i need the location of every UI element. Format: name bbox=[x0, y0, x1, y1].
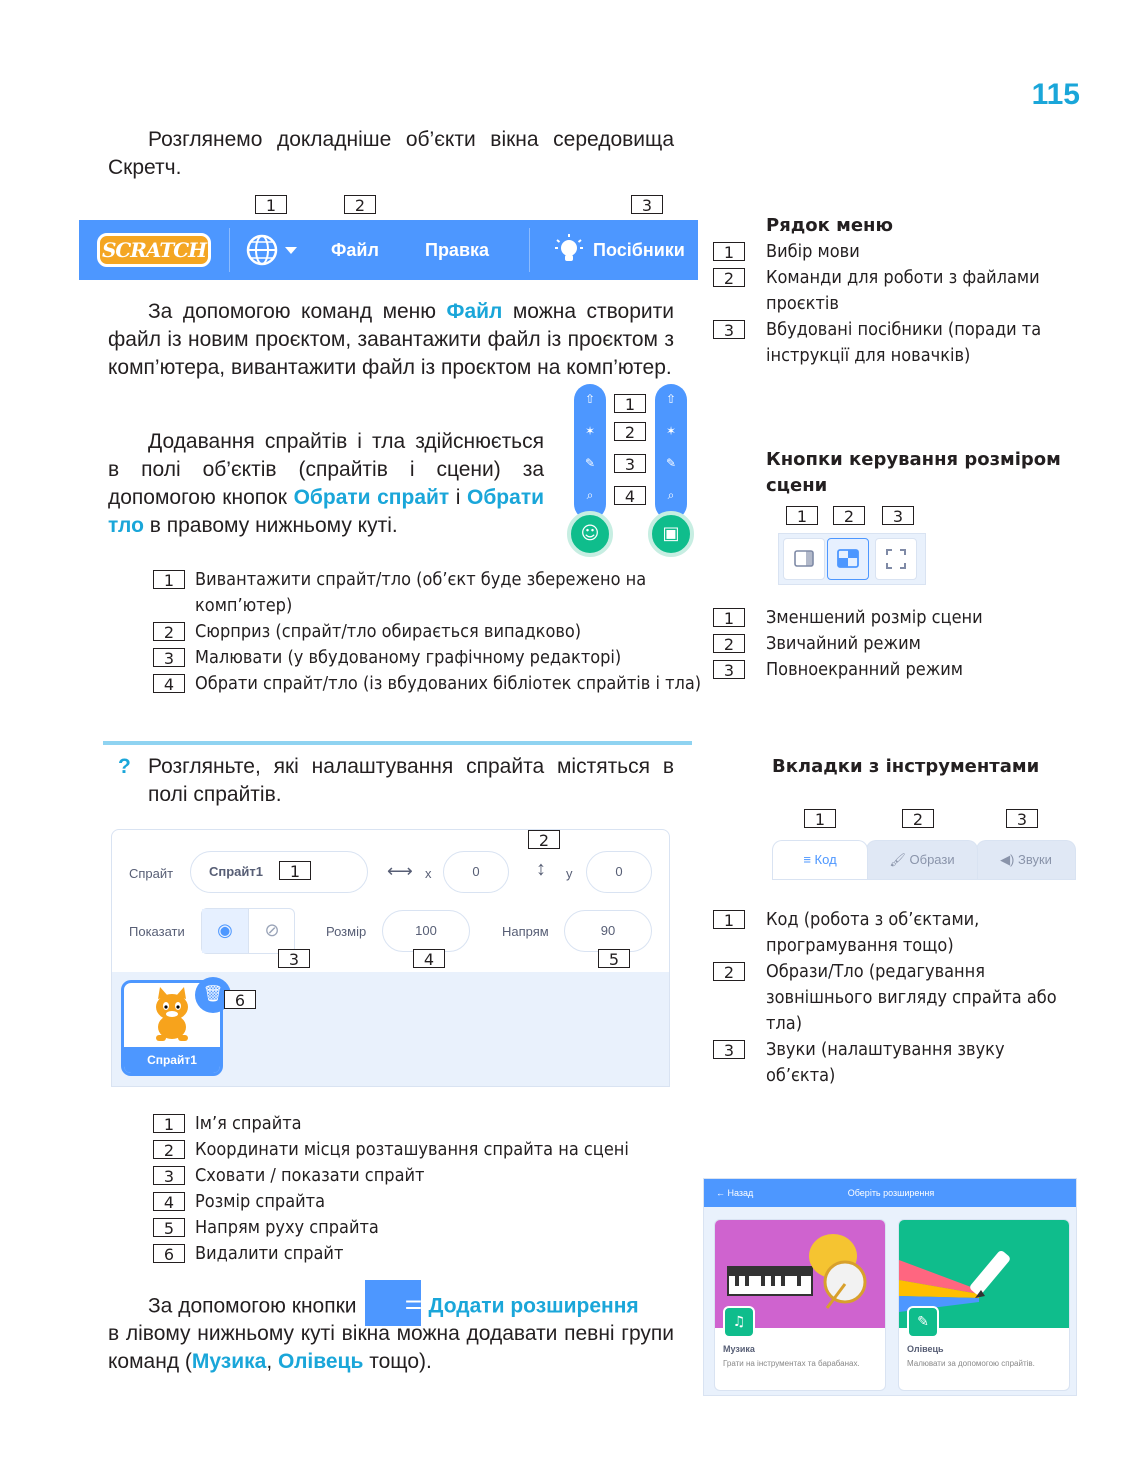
legend-number: 2 bbox=[153, 622, 185, 641]
extension-paragraph-text: , bbox=[266, 1350, 279, 1373]
stage-legend-item bbox=[713, 657, 1073, 683]
sprite-callout-1: 1 bbox=[279, 861, 311, 880]
tabs-legend-item bbox=[713, 959, 1073, 1037]
sprites-paragraph-text: і bbox=[449, 486, 467, 509]
menu-legend-title: Рядок меню bbox=[766, 215, 893, 236]
menu-legend-item bbox=[713, 265, 1073, 317]
legend-text: Сюрприз (спрайт/тло обирається випадково) bbox=[195, 621, 582, 642]
tab-callout-3: 3 bbox=[1006, 809, 1038, 828]
menubar-callout-3: 3 bbox=[631, 195, 663, 214]
small-stage-button[interactable] bbox=[783, 538, 825, 580]
search-icon[interactable]: ⌕ bbox=[667, 488, 675, 502]
tabs-legend bbox=[713, 907, 1073, 1089]
add-extension-highlight: Додати розширення bbox=[428, 1294, 639, 1318]
sprites-paragraph bbox=[108, 428, 544, 540]
search-icon[interactable]: ⌕ bbox=[586, 488, 594, 502]
legend-text: Обрати спрайт/тло (із вбудованих бібліотек спрайтів і тла) bbox=[195, 673, 702, 694]
choose-backdrop-highlight: Обрати тло bbox=[108, 486, 545, 537]
legend-text: Повноекранний режим bbox=[766, 659, 964, 680]
chooser-legend-item bbox=[153, 645, 705, 671]
back-button[interactable]: ← Назад bbox=[716, 1188, 754, 1198]
pen-extension-card[interactable] bbox=[898, 1219, 1070, 1391]
legend-number: 6 bbox=[153, 1244, 185, 1263]
sprite-legend-item bbox=[153, 1215, 713, 1241]
globe-icon bbox=[245, 233, 279, 267]
legend-number: 3 bbox=[713, 660, 745, 679]
chooser-legend-item bbox=[153, 619, 705, 645]
chooser-legend-item bbox=[153, 567, 705, 619]
legend-number: 2 bbox=[713, 268, 745, 287]
legend-number: 1 bbox=[153, 1114, 185, 1133]
choose-sprite-highlight: Обрати спрайт bbox=[293, 486, 450, 509]
stage-callout-3: 3 bbox=[882, 506, 914, 525]
paint-icon[interactable]: ✎ bbox=[584, 456, 596, 470]
language-menu[interactable] bbox=[245, 220, 303, 280]
music-extension-description: Грати на інструментах та барабанах. bbox=[723, 1359, 860, 1368]
fullscreen-icon bbox=[876, 539, 916, 579]
legend-number: 3 bbox=[153, 648, 185, 667]
question-text: Розгляньте, які налаштування спрайта містяться в полі спрайтів. bbox=[148, 755, 674, 806]
direction-field[interactable]: 90 bbox=[564, 910, 652, 952]
stage-callout-1: 1 bbox=[786, 506, 818, 525]
tab-costumes-label: Образи bbox=[909, 852, 955, 867]
tab-callout-2: 2 bbox=[902, 809, 934, 828]
legend-text: Звуки (налаштування звуку об’єкта) bbox=[766, 1039, 1005, 1086]
legend-text: Напрям руху спрайта bbox=[195, 1217, 379, 1238]
file-paragraph bbox=[108, 298, 674, 382]
stage-legend-item bbox=[713, 631, 1073, 657]
paint-icon[interactable]: ✎ bbox=[665, 456, 677, 470]
legend-text: Зменшений розмір сцени bbox=[766, 607, 983, 628]
tab-costumes[interactable] bbox=[866, 840, 978, 880]
tab-code[interactable] bbox=[772, 840, 868, 880]
extension-paragraph-text: тощо). bbox=[363, 1350, 432, 1373]
cat-sprite-icon bbox=[142, 987, 202, 1045]
legend-number: 2 bbox=[713, 962, 745, 981]
upload-icon[interactable]: ⇧ bbox=[584, 392, 596, 406]
hide-button[interactable] bbox=[249, 909, 295, 953]
direction-label: Напрям bbox=[502, 924, 549, 939]
file-paragraph-text: можна створити файл із новим проєктом, завантажити файл із проєктом з комп’ютера, вивантажити файл із проєктом на комп’ютер. bbox=[108, 300, 674, 379]
legend-number: 5 bbox=[153, 1218, 185, 1237]
sprite-info-panel bbox=[111, 829, 670, 1087]
menu-legend bbox=[713, 213, 1073, 369]
brush-icon: 🖌 bbox=[889, 852, 910, 867]
tabs-legend-item bbox=[713, 907, 1073, 959]
visibility-toggle bbox=[201, 908, 295, 954]
menubar-callout-1: 1 bbox=[255, 195, 287, 214]
surprise-icon[interactable]: ✶ bbox=[665, 424, 677, 438]
chooser-callout-4: 4 bbox=[614, 486, 646, 505]
tab-callout-1: 1 bbox=[804, 809, 836, 828]
menu-separator bbox=[229, 228, 230, 272]
sprite-callout-2: 2 bbox=[528, 830, 560, 849]
eye-slash-icon: ⊘ bbox=[264, 920, 280, 941]
legend-text: Код (робота з об’єктами, програмування тощо) bbox=[766, 909, 980, 956]
legend-number: 3 bbox=[713, 1040, 745, 1059]
file-highlight: Файл bbox=[446, 300, 503, 323]
tab-sounds[interactable] bbox=[976, 840, 1076, 880]
music-note-icon: ♫ bbox=[723, 1306, 755, 1338]
extension-library-panel bbox=[703, 1178, 1077, 1396]
music-highlight: Музика bbox=[191, 1350, 267, 1373]
sprite-callout-3: 3 bbox=[278, 949, 310, 968]
legend-number: 4 bbox=[153, 1192, 185, 1211]
backdrop-chooser-menu bbox=[655, 384, 687, 520]
legend-number: 3 bbox=[153, 1166, 185, 1185]
sprite-label: Спрайт bbox=[129, 866, 174, 881]
sprite-legend bbox=[153, 1111, 713, 1267]
sprite-name-field[interactable]: Спрайт1 bbox=[190, 851, 368, 893]
normal-stage-icon bbox=[828, 539, 868, 579]
legend-number: 1 bbox=[713, 910, 745, 929]
file-menu[interactable]: Файл bbox=[331, 240, 379, 260]
sprites-paragraph-text: в правому нижньому куті. bbox=[143, 514, 398, 537]
sprite-callout-6: 6 bbox=[224, 990, 256, 1009]
stage-callout-2: 2 bbox=[833, 506, 865, 525]
sprite-legend-item bbox=[153, 1111, 713, 1137]
sprite-legend-item bbox=[153, 1189, 713, 1215]
tabs-legend-item bbox=[713, 1037, 1073, 1089]
upload-icon[interactable]: ⇧ bbox=[665, 392, 677, 406]
menubar-callout-2: 2 bbox=[344, 195, 376, 214]
tutorials-label: Посібники bbox=[593, 240, 685, 260]
trash-icon: 🗑 bbox=[202, 984, 224, 1003]
menu-legend-item bbox=[713, 317, 1073, 369]
stage-size-buttons bbox=[778, 533, 926, 585]
sprites-paragraph-text: Додавання спрайтів і тла здійснюється в полі об’єктів (спрайтів і сцени) за допомогою кнопок bbox=[108, 430, 544, 509]
tabs-legend-title: Вкладки з інструментами bbox=[772, 756, 1040, 777]
chooser-legend bbox=[153, 567, 705, 697]
extension-paragraph-cont bbox=[108, 1320, 674, 1376]
extension-library-title: Оберіть розширення bbox=[847, 1188, 935, 1198]
legend-text: Розмір спрайта bbox=[195, 1191, 325, 1212]
show-label: Показати bbox=[129, 924, 185, 939]
question-mark: ? bbox=[118, 755, 131, 778]
legend-text: Сховати / показати спрайт bbox=[195, 1165, 425, 1186]
chooser-callout-3: 3 bbox=[614, 454, 646, 473]
music-extension-name: Музика bbox=[723, 1344, 755, 1354]
extension-library-header bbox=[704, 1179, 1077, 1207]
stage-legend-title: Кнопки керування розміром сцени bbox=[766, 449, 1061, 496]
choose-backdrop-button[interactable] bbox=[648, 511, 694, 557]
legend-text: Видалити спрайт bbox=[195, 1243, 344, 1264]
legend-number: 4 bbox=[153, 674, 185, 693]
legend-text: Координати місця розташування спрайта на сцені bbox=[195, 1139, 629, 1160]
small-stage-icon bbox=[784, 539, 824, 579]
fullscreen-button[interactable] bbox=[875, 538, 917, 580]
x-coordinate-field[interactable]: 0 bbox=[443, 851, 509, 893]
horizontal-arrow-icon: ⟷ bbox=[387, 861, 413, 881]
vertical-arrow-icon: ↕ bbox=[536, 858, 546, 880]
legend-number: 3 bbox=[713, 320, 745, 339]
scratch-logo[interactable]: SCRATCH bbox=[97, 233, 211, 267]
image-icon: ▣ bbox=[662, 523, 680, 544]
legend-number: 2 bbox=[153, 1140, 185, 1159]
chooser-callout-1: 1 bbox=[614, 394, 646, 413]
y-label: y bbox=[566, 866, 573, 881]
cat-icon: ☺ bbox=[580, 523, 600, 544]
lightbulb-icon bbox=[555, 234, 583, 266]
sprite-thumbnail-label: Спрайт1 bbox=[124, 1047, 220, 1073]
intro-paragraph: Розглянемо докладніше об’єкти вікна середовища Скретч. bbox=[108, 128, 674, 179]
sprite-legend-item bbox=[153, 1163, 713, 1189]
file-paragraph-text: За допомогою команд меню bbox=[148, 300, 447, 323]
sprite-legend-item bbox=[153, 1241, 713, 1267]
pen-highlight: Олівець bbox=[278, 1350, 364, 1373]
stage-legend-item bbox=[713, 605, 1073, 631]
legend-text: Образи/Тло (редагування зовнішнього вигляду спрайта або тла) bbox=[766, 961, 1057, 1034]
size-field[interactable]: 100 bbox=[382, 910, 470, 952]
y-coordinate-field[interactable]: 0 bbox=[586, 851, 652, 893]
scratch-menu-bar bbox=[79, 220, 698, 280]
sprite-callout-5: 5 bbox=[598, 949, 630, 968]
show-button[interactable] bbox=[202, 909, 249, 953]
legend-number: 1 bbox=[713, 608, 745, 627]
legend-text: Вбудовані посібники (поради та інструкції для новачків) bbox=[766, 319, 1042, 366]
eye-icon: ◉ bbox=[217, 920, 233, 941]
caret-down-icon bbox=[285, 247, 297, 255]
legend-text: Команди для роботи з файлами проєктів bbox=[766, 267, 1040, 314]
menu-separator bbox=[529, 228, 530, 272]
size-label: Розмір bbox=[326, 924, 367, 939]
sprite-legend-item bbox=[153, 1137, 713, 1163]
menu-legend-item bbox=[713, 239, 1073, 265]
tutorials-menu[interactable] bbox=[555, 220, 685, 280]
legend-text: Вибір мови bbox=[766, 241, 860, 262]
legend-number: 1 bbox=[153, 570, 185, 589]
chooser-legend-item bbox=[153, 671, 705, 697]
legend-text: Ім’я спрайта bbox=[195, 1113, 302, 1134]
editor-tabs bbox=[772, 840, 1076, 880]
legend-text: Малювати (у вбудованому графічному редакторі) bbox=[195, 647, 622, 668]
edit-menu[interactable]: Правка bbox=[425, 240, 490, 260]
tab-code-label: Код bbox=[814, 852, 837, 867]
extension-paragraph-text: За допомогою кнопки bbox=[148, 1294, 357, 1318]
surprise-icon[interactable]: ✶ bbox=[584, 424, 596, 438]
normal-stage-button[interactable] bbox=[827, 538, 869, 580]
legend-number: 1 bbox=[713, 242, 745, 261]
tab-sounds-label: Звуки bbox=[1018, 852, 1052, 867]
add-extension-icon: ⚌ bbox=[404, 1292, 423, 1314]
code-icon: ≡ bbox=[803, 852, 815, 867]
tabs-baseline bbox=[772, 879, 1076, 880]
section-divider bbox=[103, 741, 692, 745]
legend-number: 2 bbox=[713, 634, 745, 653]
chooser-callout-2: 2 bbox=[614, 422, 646, 441]
choose-sprite-button[interactable] bbox=[567, 511, 613, 557]
pen-icon: ✎ bbox=[907, 1306, 939, 1338]
sprite-callout-4: 4 bbox=[413, 949, 445, 968]
sprite-chooser-menu bbox=[574, 384, 606, 520]
pen-extension-name: Олівець bbox=[907, 1344, 944, 1354]
page-number: 115 bbox=[1031, 78, 1080, 111]
pen-extension-description: Малювати за допомогою спрайтів. bbox=[907, 1359, 1035, 1368]
legend-text: Звичайний режим bbox=[766, 633, 921, 654]
stage-legend bbox=[713, 605, 1073, 683]
speaker-icon: ◀) bbox=[1000, 852, 1019, 867]
extension-paragraph-text: в лівому нижньому куті вікна можна додавати певні групи команд ( bbox=[108, 1322, 674, 1373]
x-label: x bbox=[425, 866, 432, 881]
music-extension-card[interactable] bbox=[714, 1219, 886, 1391]
legend-text: Вивантажити спрайт/тло (об’єкт буде збережено на комп’ютер) bbox=[195, 569, 647, 616]
